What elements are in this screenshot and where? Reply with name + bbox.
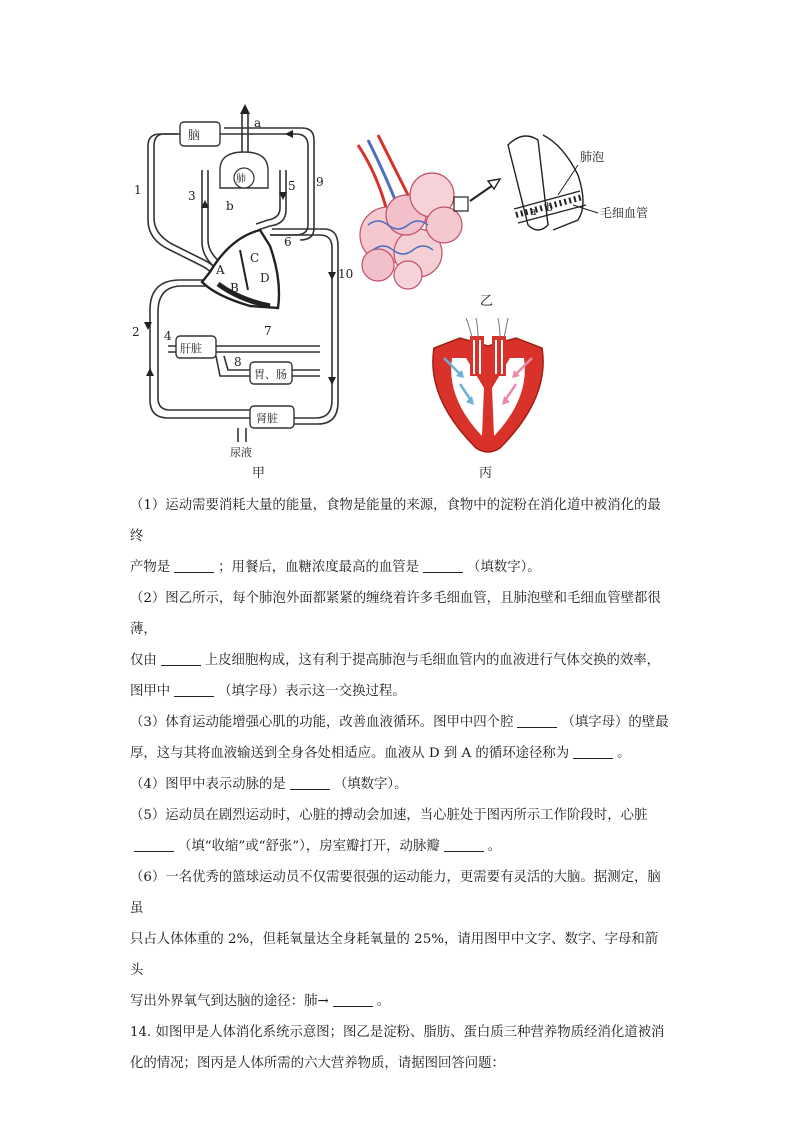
alveolus-enlarged [508, 135, 586, 230]
vessel-10: 10 [338, 267, 354, 281]
question-block [130, 490, 670, 1079]
alveoli-diagram [348, 125, 678, 300]
letter-a: a [530, 205, 537, 218]
vessel-7: 7 [264, 324, 272, 338]
heart-shape [202, 230, 279, 308]
question-4: （4）图甲中表示动脉的是 （填数字）。 [130, 777, 408, 792]
arrow-icon [328, 377, 336, 385]
chamber-c: C [250, 251, 260, 265]
figure-yi-caption: 乙 [480, 294, 494, 309]
alveoli-cluster [360, 173, 462, 289]
vessel-3: 3 [188, 189, 196, 203]
vessel-5: 5 [288, 179, 296, 193]
question-1: （1）运动需要消耗大量的能量，食物是能量的来源，食物中的淀粉在消化道中被消化的最终 产物是 ；用餐后，血糖浓度最高的血管是 （填数字）。 [130, 498, 661, 575]
arrow-icon [144, 322, 152, 330]
figure-jia-caption: 甲 [252, 466, 266, 481]
capillary-label: 毛细血管 [600, 206, 649, 220]
heart-diagram [426, 318, 551, 458]
answer-blank[interactable] [161, 651, 201, 666]
liver-label: 肝脏 [180, 342, 202, 355]
arrow-icon [240, 104, 250, 114]
vessel-2: 2 [132, 325, 140, 339]
answer-blank[interactable] [134, 837, 174, 852]
question-5: （5）运动员在剧烈运动时，心脏的搏动会加速，当心脏处于图丙所示工作阶段时，心脏 （填“收缩”或“舒张”），房室瓣打开，动脉瓣 。 [130, 808, 648, 854]
answer-blank[interactable] [517, 713, 557, 728]
gas-letter-a: a [254, 116, 262, 130]
question-3: （3）体育运动能增强心肌的功能，改善血液循环。图甲中四个腔 （填字母）的壁最 厚，这与其将血液输送到全身各处相适应。血液从 D 到 A 的循环途径称为 。 [130, 715, 669, 761]
answer-blank[interactable] [444, 837, 484, 852]
circulation-diagram [120, 100, 370, 470]
vessel-9: 9 [316, 175, 324, 189]
question-6: （6）一名优秀的篮球运动员不仅需要很强的运动能力，更需要有灵活的大脑。据测定，脑虽 只占人体体重的 2%，但耗氧量达全身耗氧量的 25%，请用图甲中文字、数字、字母和箭头 写出外界氧气到达脑的途径：肺→ 。 [130, 870, 661, 1009]
answer-blank[interactable] [290, 775, 330, 790]
arrow-icon [328, 272, 336, 280]
arrow-icon [285, 130, 293, 138]
answer-blank[interactable] [333, 992, 373, 1007]
answer-blank[interactable] [174, 682, 214, 697]
lung-label: 肺 [236, 174, 246, 185]
chamber-d: D [260, 271, 270, 285]
answer-blank[interactable] [423, 558, 463, 573]
gas-letter-b: b [226, 199, 234, 213]
vessel-8: 8 [234, 355, 242, 369]
question-14: 14. 如图甲是人体消化系统示意图；图乙是淀粉、脂肪、蛋白质三种营养物质经消化道被消 化的情况；图丙是人体所需的六大营养物质，请据图回答问题： [130, 1025, 665, 1071]
figure-bing-caption: 丙 [479, 466, 493, 481]
vessel-6: 6 [284, 235, 292, 249]
chamber-b: B [230, 281, 239, 295]
chamber-a: A [216, 263, 225, 277]
arrow-icon [146, 368, 154, 376]
urine-label: 尿液 [230, 446, 252, 459]
kidney-label: 肾脏 [256, 412, 278, 425]
answer-blank[interactable] [174, 558, 214, 573]
answer-blank[interactable] [573, 744, 613, 759]
letter-b: b [546, 201, 554, 214]
vessel-1: 1 [134, 183, 142, 197]
vessel-4: 4 [164, 329, 172, 343]
brain-label: 脑 [188, 128, 201, 142]
stomach-label: 胃、肠 [254, 368, 287, 381]
alveolus-label: 肺泡 [580, 150, 605, 164]
question-2: （2）图乙所示，每个肺泡外面都紧紧的缠绕着许多毛细血管，且肺泡壁和毛细血管壁都很薄， 仅由 上皮细胞构成，这有利于提高肺泡与毛细血管内的血液进行气体交换的效率， 图甲中 （填字母）表示这一交换过程。 [130, 591, 661, 699]
